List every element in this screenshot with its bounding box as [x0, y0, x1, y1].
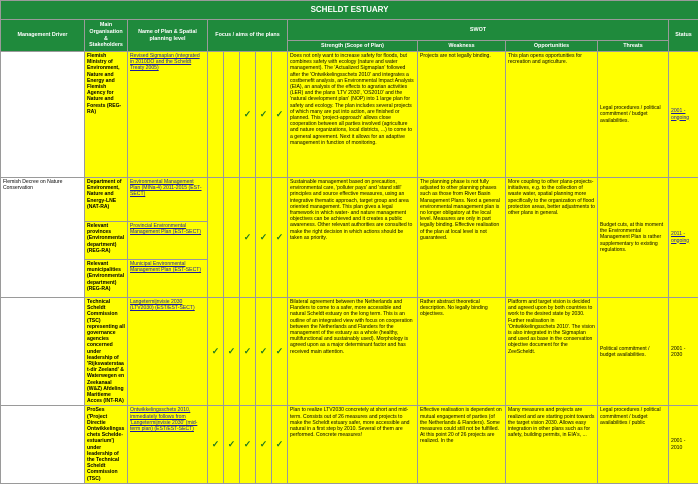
plan-cell — [128, 260, 208, 298]
plan-cell — [128, 178, 208, 222]
org-cell — [85, 222, 128, 260]
opportunities-cell: More coupling to other plans-projects-initiatives, e.g. to the collection of waste water, spatial planning more specifically to the organization of flood protection areas, better adjustments to other plans in general. — [506, 178, 598, 298]
focus-cell-1 — [208, 406, 224, 483]
focus-cell-5 — [272, 178, 288, 298]
org-cell — [85, 298, 128, 406]
driver-cell — [1, 298, 85, 406]
org-text: Flemish Ministry of Environment, Nature and Energy and Flemish Agency for Nature and Forests (REG-RA) — [87, 53, 121, 115]
check-icon: ✓ — [276, 346, 284, 356]
plan-link[interactable]: Provincial Environmental Management Plan (EST-SECT) — [130, 223, 201, 235]
focus-cell-3 — [240, 298, 256, 406]
threats-cell: Legal procedures / political commitment / budget availabilities. — [598, 52, 669, 178]
opportunities-cell: This plan opens opportunities for recreation and agriculture. — [506, 52, 598, 178]
check-icon: ✓ — [228, 439, 236, 449]
status-cell: 2001 - 2030 — [669, 298, 698, 406]
org-cell — [85, 178, 128, 222]
weakness-cell: Projects are not legally binding. — [418, 52, 506, 178]
header-plan-name: Name of Plan & Spatial planning level — [128, 20, 208, 52]
status-cell — [669, 52, 698, 178]
check-icon: ✓ — [244, 232, 252, 242]
header-strength: Strength (Scope of Plan) — [288, 41, 418, 52]
status-cell: 2001 - 2010 — [669, 406, 698, 483]
header-organisation: Main Organisation & Stakeholders — [85, 20, 128, 52]
check-icon: ✓ — [276, 109, 284, 119]
focus-cell-1 — [208, 52, 224, 178]
plan-cell — [128, 298, 208, 406]
plan-cell — [128, 52, 208, 178]
weakness-cell: Rather abstract theoretical description. No legally binding objectives. — [418, 298, 506, 406]
org-text: Department of Environment, Nature and Energy-LNE (NAT-RA) — [87, 179, 122, 210]
table-row — [1, 406, 698, 483]
plan-cell — [128, 222, 208, 260]
check-icon: ✓ — [276, 232, 284, 242]
strength-cell: Plan to realize LTV2030 concretely at short and mid-term. Consists out of 26 measures and projects to make the Scheldt estuary safer, more accessible and natural in a first step by 2010. Several of them are performed. Concrete measures! — [288, 406, 418, 483]
check-icon: ✓ — [260, 346, 268, 356]
check-icon: ✓ — [228, 346, 236, 356]
plan-link[interactable]: Ontwikkelingsschets 2010, immediately follows from 'Langetermijnvisie 2030' (mid-term plan) (EST/EST-SECT) — [130, 407, 197, 432]
org-text: Relevant provinces (Environmental department) (REG-RA) — [87, 223, 124, 254]
weakness-cell: The planning phase is not fully adjusted to other planning phases such as those from River Basin Management Plans. Next a general environmental management plan is no longer obligatory at the local level. Measures are only in part legally binding. Effective realisation of the plan at local level is not guaranteed. — [418, 178, 506, 298]
focus-cell-4 — [256, 298, 272, 406]
strength-cell: Does not only want to increase safety for floods, but combines safety with ecology (nature and water management). The 'Actualized Sigmaplan' followed after the 'Ontwikkelingsschets 2010' and integrates a costbenefit analysis, an Environmental Impact Analysis (EIA), an analysis of the effects to agrarian activities (LER) and the plans 'LTV 2030', 'OS2010' and the 'natural development plan' (NOP) into 1 large plan for safety and ecology. The plan includes several projects of which many are put into action, are finished or planned. This 'project-approach' allows close cooperation between all parties involved (agriculture and nature organizations, local districts, ...) to come to a general agreement. Next it allows for an adaptive management in function of monitoring. — [288, 52, 418, 178]
focus-cell-2 — [224, 52, 240, 178]
header-status: Status — [669, 20, 698, 52]
threats-cell: Political commitment / budget availabilities. — [598, 298, 669, 406]
org-cell — [85, 52, 128, 178]
strength-cell: Sustainable management based on precaution, environmental care, 'polluter pays' and 'stand still' principles and source effective measures, using an integrative thematic approach, target group and area oriented management. This plan gives a legal framework in which water- and nature management objectives can be achieved and it creates a public awareness. Other relevant authorities are consulted to make the right decision in which actions should be taken as priority. — [288, 178, 418, 298]
opportunities-cell: Many measures and projects are realized and are starting point towards the target vision 2030. Allows easy integration in other plans such as for safety, building permits, in EIA's, ... — [506, 406, 598, 483]
header-weakness: Weakness — [418, 41, 506, 52]
table-title: SCHELDT ESTUARY — [1, 1, 698, 20]
org-cell — [85, 260, 128, 298]
org-cell — [85, 406, 128, 483]
plan-cell — [128, 406, 208, 483]
check-icon: ✓ — [276, 439, 284, 449]
table-row — [1, 178, 698, 222]
focus-cell-2 — [224, 178, 240, 298]
header-opportunities: Opportunities — [506, 41, 598, 52]
status-text: 2001 - ongoing — [671, 108, 689, 120]
check-icon: ✓ — [244, 346, 252, 356]
opportunities-cell: Platform and target vision is decided and agreed upon by both countries to work to the desired state by 2030. Further realisation in 'Ontwikkelingsschets 2010'. The vision is also integrated in the Sigmaplan and used as base in the conservation objective document for the ZeeScheldt. — [506, 298, 598, 406]
header-management-driver: Management Driver — [1, 20, 85, 52]
weakness-cell: Effective realisation is dependent on mutual engagement of parties (of the Netherlands & Flanders). Some measures could still not be fulfilled. At this point 20 of 26 projects are realized. In the — [418, 406, 506, 483]
focus-cell-1 — [208, 298, 224, 406]
threats-cell: Legal procedures / political commitment / budget availabilities / public — [598, 406, 669, 483]
focus-cell-2 — [224, 406, 240, 483]
plan-link[interactable]: Revised Sigmaplan (integrated in 2010DO and the Scheldt Treaty 2005) — [130, 53, 200, 71]
focus-cell-3 — [240, 52, 256, 178]
threats-cell: Budget cuts, at this moment the Environmental Management Plan is rather supplementary to existing regulations. — [598, 178, 669, 298]
plan-link[interactable]: Langetermijnvisie 2030 (LTV2030) (EST/EST-SECT) — [130, 299, 195, 311]
driver-cell: Flemish Decree on Nature Conservation — [1, 178, 85, 298]
header-focus: Focus / aims of the plans — [208, 20, 288, 52]
focus-cell-5 — [272, 406, 288, 483]
check-icon: ✓ — [244, 109, 252, 119]
check-icon: ✓ — [260, 232, 268, 242]
check-icon: ✓ — [212, 346, 220, 356]
focus-cell-3 — [240, 406, 256, 483]
check-icon: ✓ — [260, 109, 268, 119]
check-icon: ✓ — [212, 439, 220, 449]
driver-cell — [1, 406, 85, 483]
table-row — [1, 298, 698, 406]
focus-cell-2 — [224, 298, 240, 406]
driver-cell — [1, 52, 85, 178]
strength-cell: Bilateral agreement between the Netherlands and Flanders to come to a safer, more accessible and natural Scheldt estuary on the long term. This is an outline of an integrated view with focus on cooperation between the Netherlands and Flanders for the management of the estuary as a whole (healthy, multifunctional and sustainably used). Morphology is agreed upon as a major determinant factor and has received main attention. — [288, 298, 418, 406]
table-row — [1, 52, 698, 178]
org-text: Technical Scheldt Commission (TSC) representing all governance agencies concerned under leadership of 'Rijkswaterstaat-dir Zeeland' & Waterwegen en Zeekanaal (W&Z) Afdeling Maritieme Acces (INT-RA) — [87, 299, 125, 404]
focus-cell-4 — [256, 178, 272, 298]
focus-cell-5 — [272, 52, 288, 178]
status-text: 2011 - ongoing — [671, 231, 689, 243]
org-text: ProSes ('Project Directie Ontwikkelingsschets Schelde-estuarium') under leadership of the Technical Scheldt Commission (TSC) — [87, 407, 124, 481]
plan-link[interactable]: Environmental Management Plan (MINa-4) 2011-2015 (EST-SECT) — [130, 179, 202, 197]
header-threats: Threats — [598, 41, 669, 52]
focus-cell-3 — [240, 178, 256, 298]
focus-cell-5 — [272, 298, 288, 406]
header-swot: SWOT — [288, 20, 669, 41]
focus-cell-1 — [208, 178, 224, 298]
check-icon: ✓ — [260, 439, 268, 449]
org-text: Relevant municipalities (Environmental department) (REG-RA) — [87, 261, 124, 292]
check-icon: ✓ — [244, 439, 252, 449]
focus-cell-4 — [256, 406, 272, 483]
focus-cell-4 — [256, 52, 272, 178]
status-cell — [669, 178, 698, 298]
plan-link[interactable]: Municipal Environmental Management Plan (EST-SECT) — [130, 261, 201, 273]
